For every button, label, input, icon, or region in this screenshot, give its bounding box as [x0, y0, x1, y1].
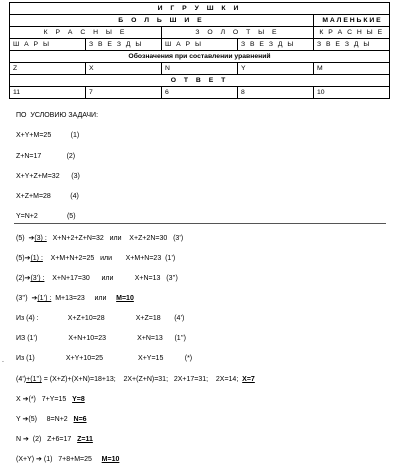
- answer-cell: 10: [314, 87, 390, 99]
- equation-4: X+Z+M=28 (4): [16, 193, 79, 200]
- arrow-right-icon: ➔: [23, 436, 29, 443]
- step-6: ИЗ (1’) X+N+10=23 X+N=13 (1’’): [16, 335, 187, 342]
- result-y: Y=8: [72, 396, 85, 403]
- step-7: Из (1) X+Y+10=25 X+Y=15 (*): [16, 355, 193, 362]
- step-1: (5) ➔(3) : X+N+2+Z+N=32 или X+Z+2N=30 (3’): [16, 235, 184, 242]
- col-stars-1: З В Е З Д Ы: [86, 39, 162, 51]
- answer-cell: 6: [162, 87, 238, 99]
- arrow-right-icon: ➔: [36, 456, 42, 463]
- answer-cell: 8: [238, 87, 314, 99]
- var-cell: Z: [10, 63, 86, 75]
- arrow-right-icon: ➔: [24, 255, 31, 262]
- result-n: N=6: [73, 416, 87, 423]
- answer-cell: 11: [10, 87, 86, 99]
- header-big: Б О Л Ь Ш И Е: [10, 15, 314, 27]
- step-9: X ➔(*) 7+Y=15 Y=8: [16, 396, 85, 403]
- var-cell: N: [162, 63, 238, 75]
- col-stars-3: З В Е З Д Ы: [314, 39, 390, 51]
- header-small: М А Л Е Н Ь К И Е: [314, 15, 390, 27]
- step-5: Из (4) : X+Z+10=28 X+Z=18 (4’): [16, 315, 185, 322]
- equation-1: X+Y+M=25 (1): [16, 132, 80, 139]
- arrow-right-icon: ➔: [22, 396, 29, 403]
- col-stars-2: З В Е З Д Ы: [238, 39, 314, 51]
- condition-heading: ПО УСЛОВИЮ ЗАДАЧИ:: [16, 112, 99, 119]
- arrow-right-icon: ➔: [28, 235, 35, 242]
- table-row: [10, 63, 390, 75]
- step-4: (3’’) ➔(1’) : M+13=23 или M=10: [16, 295, 134, 302]
- divider: [14, 223, 386, 224]
- table-row: [10, 87, 390, 99]
- step-3: (2)➔(3’) : X+N+17=30 или X+N=13 (3’’): [16, 275, 178, 282]
- equation-3: X+Y+Z+M=32 (3): [16, 173, 80, 180]
- var-cell: Y: [238, 63, 314, 75]
- header-red-small: К Р А С Н Ы Е: [314, 27, 390, 39]
- var-cell: M: [314, 63, 390, 75]
- step-11: N ➔ (2) Z+6=17 Z=11: [16, 436, 93, 443]
- answer-cell: 7: [86, 87, 162, 99]
- step-10: Y ➔(5) 8=N+2 N=6: [16, 416, 87, 423]
- notation-header: Обозначения при составлении уравнений: [10, 51, 390, 63]
- arrow-right-icon: ➔: [22, 416, 29, 423]
- table-title: И Г Р У Ш К И: [10, 3, 390, 15]
- var-cell: X: [86, 63, 162, 75]
- step-2: (5)➔(1) : X+M+N+2=25 или X+M+N=23 (1’): [16, 255, 176, 262]
- header-gold: З О Л О Т Ы Е: [162, 27, 314, 39]
- stray-dot: .: [2, 357, 4, 364]
- step-12: (X+Y) ➔ (1) 7+8+M=25 M=10: [16, 456, 120, 463]
- answer-header: О Т В Е Т: [10, 75, 390, 87]
- arrow-right-icon: ➔: [24, 275, 31, 282]
- toys-table: [9, 2, 390, 99]
- result-z: Z=11: [77, 436, 93, 443]
- step-8: (4’)+(1’’) = (X+Z)+(X+N)=18+13; 2X+(Z+N)=31; 2X+17=31; 2X=14; X=7: [16, 376, 255, 383]
- result-m: M=10: [116, 295, 134, 302]
- result-x: X=7: [242, 376, 255, 383]
- col-balls-1: Ш А Р Ы: [10, 39, 86, 51]
- col-balls-2: Ш А Р Ы: [162, 39, 238, 51]
- equation-5: Y=N+2 (5): [16, 213, 76, 220]
- arrow-right-icon: ➔: [31, 295, 38, 302]
- result-m-final: M=10: [101, 456, 120, 463]
- header-red: К Р А С Н Ы Е: [10, 27, 162, 39]
- equation-2: Z+N=17 (2): [16, 153, 76, 160]
